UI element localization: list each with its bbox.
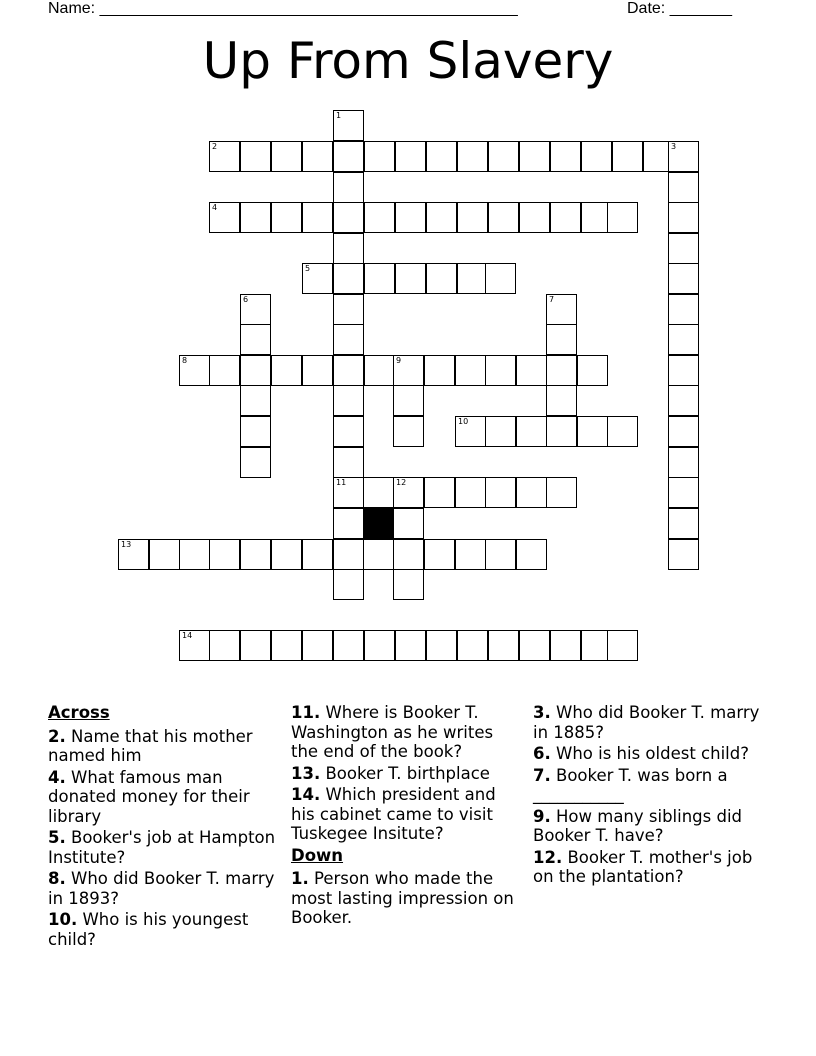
grid-cell[interactable] xyxy=(209,355,240,386)
grid-cell[interactable] xyxy=(546,324,577,355)
grid-cell[interactable] xyxy=(302,141,333,172)
grid-cell[interactable] xyxy=(668,324,699,355)
grid-cell[interactable] xyxy=(333,385,364,416)
grid-cell[interactable] xyxy=(333,630,364,661)
grid-cell[interactable] xyxy=(333,324,364,355)
grid-cell[interactable] xyxy=(333,202,364,233)
clue-item xyxy=(48,727,278,766)
grid-cell[interactable] xyxy=(271,355,302,386)
grid-cell[interactable] xyxy=(668,202,699,233)
grid-cell[interactable] xyxy=(149,539,180,570)
clue-number-label: 11 xyxy=(336,478,347,487)
grid-cell[interactable] xyxy=(240,324,271,355)
clue-number-label: 5 xyxy=(305,264,311,273)
clue-item xyxy=(48,828,278,867)
grid-cell[interactable] xyxy=(668,416,699,447)
grid-cell[interactable] xyxy=(395,263,426,294)
grid-cell[interactable] xyxy=(393,385,424,416)
clue-number: 9. xyxy=(533,806,551,826)
grid-cell[interactable] xyxy=(395,141,426,172)
grid-cell[interactable] xyxy=(455,355,486,386)
grid-cell[interactable] xyxy=(519,141,550,172)
grid-cell[interactable] xyxy=(240,416,271,447)
grid-cell[interactable] xyxy=(612,141,643,172)
grid-cell[interactable] xyxy=(393,539,424,570)
clue-item xyxy=(291,703,521,762)
grid-cell[interactable] xyxy=(209,630,240,661)
grid-cell[interactable] xyxy=(364,202,395,233)
clue-number: 13. xyxy=(291,763,321,783)
clue-number: 4. xyxy=(48,767,66,787)
grid-cell[interactable] xyxy=(668,447,699,478)
grid-cell[interactable] xyxy=(240,447,271,478)
clue-text: Who is his oldest child? xyxy=(556,744,749,763)
grid-cell[interactable] xyxy=(333,447,364,478)
grid-cell[interactable] xyxy=(457,202,488,233)
grid-cell[interactable] xyxy=(209,539,240,570)
clue-number-label: 2 xyxy=(212,142,218,151)
page-title: Up From Slavery xyxy=(202,32,614,90)
grid-cell[interactable] xyxy=(395,630,426,661)
clue-text: Who did Booker T. marry in 1893? xyxy=(48,869,275,908)
down-heading: Down xyxy=(291,845,344,865)
black-cell xyxy=(363,508,394,539)
grid-cell[interactable] xyxy=(668,539,699,570)
grid-cell[interactable] xyxy=(333,508,364,539)
grid-cell[interactable] xyxy=(333,355,364,386)
clue-column-2 xyxy=(291,703,521,930)
clue-number-label: 8 xyxy=(182,356,188,365)
grid-cell[interactable] xyxy=(426,202,457,233)
grid-cell[interactable] xyxy=(668,233,699,264)
clue-number: 11. xyxy=(291,703,321,722)
grid-cell[interactable] xyxy=(426,263,457,294)
grid-cell[interactable] xyxy=(577,355,608,386)
clue-number: 7. xyxy=(533,765,551,785)
grid-cell[interactable] xyxy=(393,508,424,539)
grid-cell[interactable] xyxy=(271,630,302,661)
clue-number: 8. xyxy=(48,869,66,888)
grid-cell[interactable] xyxy=(179,539,210,570)
grid-cell[interactable] xyxy=(240,539,271,570)
clue-number: 3. xyxy=(533,703,551,722)
grid-cell[interactable] xyxy=(488,141,519,172)
grid-cell[interactable] xyxy=(455,539,486,570)
grid-cell[interactable] xyxy=(333,233,364,264)
grid-cell[interactable] xyxy=(302,630,333,661)
grid-cell[interactable] xyxy=(519,202,550,233)
grid-cell[interactable] xyxy=(581,141,612,172)
grid-cell[interactable] xyxy=(271,141,302,172)
grid-cell[interactable] xyxy=(333,569,364,600)
clue-number: 5. xyxy=(48,828,66,847)
clue-number-label: 13 xyxy=(121,540,132,549)
grid-cell[interactable] xyxy=(240,630,271,661)
clue-number-label: 4 xyxy=(212,203,218,212)
clue-number: 14. xyxy=(291,785,321,804)
clue-text: Booker T. was born a ___________ xyxy=(533,765,728,804)
grid-cell[interactable] xyxy=(668,172,699,203)
grid-cell[interactable] xyxy=(546,477,577,508)
grid-cell[interactable] xyxy=(271,539,302,570)
grid-cell[interactable] xyxy=(550,141,581,172)
grid-cell[interactable] xyxy=(455,477,486,508)
grid-cell[interactable] xyxy=(668,355,699,386)
name-field-label: Name: _______________________________________________ xyxy=(48,0,518,17)
grid-cell[interactable] xyxy=(333,263,364,294)
clue-item xyxy=(533,766,768,805)
clue-number: 12. xyxy=(533,847,563,867)
grid-cell[interactable] xyxy=(516,355,547,386)
clue-text: Person who made the most lasting impression on Booker. xyxy=(291,869,514,927)
clue-number-label: 14 xyxy=(182,631,193,640)
grid-cell[interactable] xyxy=(424,477,455,508)
grid-cell[interactable] xyxy=(485,263,516,294)
grid-cell[interactable] xyxy=(364,355,395,386)
grid-cell[interactable] xyxy=(550,202,581,233)
clue-item xyxy=(291,869,521,928)
clue-number: 6. xyxy=(533,744,551,763)
grid-cell[interactable] xyxy=(457,630,488,661)
clue-item xyxy=(48,768,278,827)
clue-number: 10. xyxy=(48,910,78,929)
clue-text: Who is his youngest child? xyxy=(48,910,249,949)
clue-text: How many siblings did Booker T. have? xyxy=(533,806,743,845)
grid-cell[interactable] xyxy=(333,539,364,570)
grid-cell[interactable] xyxy=(550,630,581,661)
grid-cell[interactable] xyxy=(457,141,488,172)
clue-number-label: 3 xyxy=(671,142,677,151)
grid-cell[interactable] xyxy=(240,141,271,172)
grid-cell[interactable] xyxy=(333,416,364,447)
grid-cell[interactable] xyxy=(426,141,457,172)
grid-cell[interactable] xyxy=(546,416,577,447)
grid-cell[interactable] xyxy=(546,385,577,416)
grid-cell[interactable] xyxy=(333,172,364,203)
clue-number: 1. xyxy=(291,869,309,888)
grid-cell[interactable] xyxy=(516,416,547,447)
grid-cell[interactable] xyxy=(364,263,395,294)
date-field-label: Date: _______ xyxy=(627,0,732,17)
grid-cell[interactable] xyxy=(668,385,699,416)
clue-item xyxy=(291,785,521,844)
clue-item xyxy=(533,807,768,846)
grid-cell[interactable] xyxy=(364,141,395,172)
grid-cell[interactable] xyxy=(424,539,455,570)
clue-text: What famous man donated money for their library xyxy=(48,767,250,826)
grid-cell[interactable] xyxy=(363,539,394,570)
grid-cell[interactable] xyxy=(302,355,333,386)
grid-cell[interactable] xyxy=(240,385,271,416)
down-clue-list-continued xyxy=(533,703,768,887)
grid-cell[interactable] xyxy=(488,630,519,661)
clue-text: Which president and his cabinet came to visit Tuskegee Insitute? xyxy=(291,785,496,843)
grid-cell[interactable] xyxy=(363,477,394,508)
down-clue-list xyxy=(291,869,521,928)
grid-cell[interactable] xyxy=(668,294,699,325)
clue-item xyxy=(533,848,768,887)
grid-cell[interactable] xyxy=(271,202,302,233)
grid-cell[interactable] xyxy=(485,539,516,570)
clue-column-1 xyxy=(48,703,278,951)
grid-cell[interactable] xyxy=(607,202,638,233)
grid-cell[interactable] xyxy=(516,539,547,570)
clue-number-label: 12 xyxy=(396,478,407,487)
grid-cell[interactable] xyxy=(668,477,699,508)
clue-number-label: 9 xyxy=(396,356,402,365)
clue-text: Booker T. mother's job on the plantation? xyxy=(533,847,753,886)
clue-text: Booker's job at Hampton Institute? xyxy=(48,828,276,867)
grid-cell[interactable] xyxy=(393,569,424,600)
grid-cell[interactable] xyxy=(302,539,333,570)
clue-number: 2. xyxy=(48,726,66,746)
grid-cell[interactable] xyxy=(333,141,364,172)
clue-item xyxy=(48,910,278,949)
clue-number-label: 10 xyxy=(458,417,469,426)
grid-cell[interactable] xyxy=(485,355,516,386)
grid-cell[interactable] xyxy=(485,416,516,447)
grid-cell[interactable] xyxy=(485,477,516,508)
clue-item xyxy=(48,869,278,908)
grid-cell[interactable] xyxy=(393,416,424,447)
grid-cell[interactable] xyxy=(488,202,519,233)
clue-column-3 xyxy=(533,703,768,889)
across-clue-list xyxy=(48,727,278,950)
grid-cell[interactable] xyxy=(607,416,638,447)
across-clue-list-continued xyxy=(291,703,521,844)
grid-cell[interactable] xyxy=(607,630,638,661)
clue-text: Booker T. birthplace xyxy=(325,763,490,783)
clue-item xyxy=(533,744,768,764)
clue-number-label: 6 xyxy=(243,295,249,304)
grid-cell[interactable] xyxy=(457,263,488,294)
grid-cell[interactable] xyxy=(240,355,271,386)
grid-cell[interactable] xyxy=(516,477,547,508)
grid-cell[interactable] xyxy=(424,355,455,386)
clue-number-label: 1 xyxy=(336,111,342,120)
grid-cell[interactable] xyxy=(519,630,550,661)
grid-cell[interactable] xyxy=(364,630,395,661)
clue-number-label: 7 xyxy=(549,295,555,304)
clue-item xyxy=(533,703,768,742)
grid-cell[interactable] xyxy=(302,202,333,233)
grid-cell[interactable] xyxy=(240,202,271,233)
clue-text: Where is Booker T. Washington as he writes the end of the book? xyxy=(291,703,494,761)
clue-item xyxy=(291,764,521,784)
grid-cell[interactable] xyxy=(426,630,457,661)
clue-text: Who did Booker T. marry in 1885? xyxy=(533,703,760,742)
grid-cell[interactable] xyxy=(395,202,426,233)
grid-cell[interactable] xyxy=(333,294,364,325)
grid-cell[interactable] xyxy=(577,416,608,447)
grid-cell[interactable] xyxy=(668,263,699,294)
grid-cell[interactable] xyxy=(668,508,699,539)
clue-text: Name that his mother named him xyxy=(48,726,253,765)
across-heading: Across xyxy=(48,703,110,722)
grid-cell[interactable] xyxy=(546,355,577,386)
